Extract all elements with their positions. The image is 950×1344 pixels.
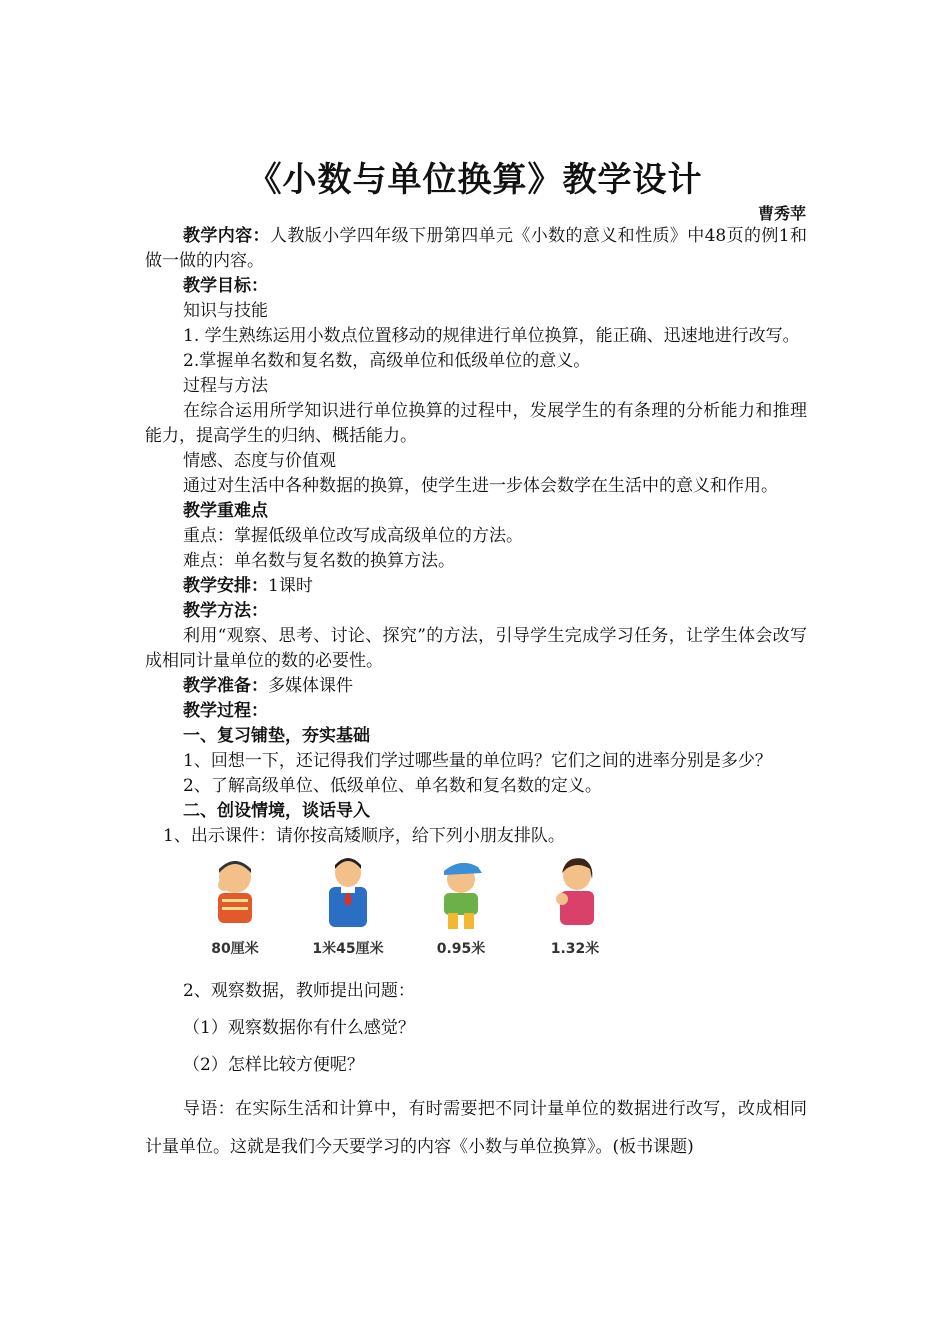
section-2-heading: 二、创设情境，谈话导入 — [183, 801, 370, 821]
child-2-height: 1米45厘米 — [312, 941, 384, 957]
child-figure-3 — [411, 855, 511, 965]
child-3-icon — [426, 855, 496, 935]
child-1-height: 80厘米 — [211, 941, 259, 957]
goals-paragraph-2: 2.掌握单名数和复名数，高级单位和低级单位的意义。 — [183, 351, 591, 371]
section-1-paragraph-1: 1、回想一下，还记得我们学过哪些量的单位吗？它们之间的进率分别是多少？ — [183, 751, 772, 771]
author-name: 曹秀苹 — [757, 204, 806, 223]
document-body — [145, 224, 807, 1166]
goals-heading — [145, 274, 807, 299]
prep-label: 教学准备： — [183, 676, 268, 696]
goals-subheading-attitude: 情感、态度与价值观 — [183, 451, 336, 471]
section-2-paragraph-1: 1、出示课件：请你按高矮顺序，给下列小朋友排队。 — [163, 826, 565, 846]
content-text: 人教版小学四年级下册第四单元《小数的意义和性质》中48页的例1和做一做的内容。 — [145, 226, 807, 271]
section-1-paragraph-2: 2、了解高级单位、低级单位、单名数和复名数的定义。 — [183, 776, 602, 796]
child-4-height: 1.32米 — [550, 941, 600, 957]
child-4-icon — [540, 855, 610, 935]
schedule-text: 1课时 — [268, 576, 313, 596]
intro-paragraph: 导语：在实际生活和计算中，有时需要把不同计量单位的数据进行改写，改成相同计量单位。这就是我们今天要学习的内容《小数与单位换算》。(板书课题) — [145, 1099, 807, 1157]
spacer — [145, 1004, 807, 1016]
prep-paragraph — [145, 674, 807, 699]
question-1: （1）观察数据你有什么感觉？ — [183, 1018, 415, 1038]
goals-paragraph-1: 1. 学生熟练运用小数点位置移动的规律进行单位换算，能正确、迅速地进行改写。 — [183, 326, 800, 346]
spacer — [145, 1078, 807, 1090]
content-label: 教学内容： — [183, 226, 270, 246]
child-1-icon — [200, 855, 270, 935]
content-paragraph — [145, 224, 807, 274]
children-illustration — [145, 853, 807, 973]
method-heading — [145, 599, 807, 624]
schedule-paragraph — [145, 574, 807, 599]
process-label: 教学过程： — [183, 701, 268, 721]
keypoints-label: 教学重难点 — [183, 501, 268, 521]
goals-subheading-knowledge: 知识与技能 — [183, 301, 268, 321]
goals-paragraph-4: 通过对生活中各种数据的换算，使学生进一步体会数学在生活中的意义和作用。 — [183, 476, 778, 496]
prep-text: 多媒体课件 — [268, 676, 353, 696]
goals-subheading-process: 过程与方法 — [183, 376, 268, 396]
child-figure-4 — [525, 855, 625, 965]
schedule-label: 教学安排： — [183, 576, 268, 596]
goals-label: 教学目标： — [183, 276, 268, 296]
keypoints-focus: 重点：掌握低级单位改写成高级单位的方法。 — [183, 526, 523, 546]
process-heading — [145, 699, 807, 724]
question-2: （2）怎样比较方便呢？ — [183, 1055, 364, 1075]
section-1-heading: 一、复习铺垫，夯实基础 — [183, 726, 370, 746]
method-label: 教学方法： — [183, 601, 268, 621]
child-3-height: 0.95米 — [436, 941, 486, 957]
goals-paragraph-3: 在综合运用所学知识进行单位换算的过程中，发展学生的有条理的分析能力和推理能力，提高学生的归纳、概括能力。 — [145, 401, 807, 446]
child-figure-1 — [185, 855, 285, 965]
document-title: 《小数与单位换算》教学设计 — [247, 160, 703, 200]
spacer — [145, 1041, 807, 1053]
keypoints-heading — [145, 499, 807, 524]
keypoints-difficulty: 难点：单名数与复名数的换算方法。 — [183, 551, 455, 571]
section-2-paragraph-2: 2、观察数据，教师提出问题： — [183, 981, 415, 1001]
child-2-icon — [313, 855, 383, 935]
child-figure-2 — [298, 855, 398, 965]
method-text: 利用“观察、思考、讨论、探究”的方法，引导学生完成学习任务，让学生体会改写成相同计量单位的数的必要性。 — [145, 626, 807, 671]
